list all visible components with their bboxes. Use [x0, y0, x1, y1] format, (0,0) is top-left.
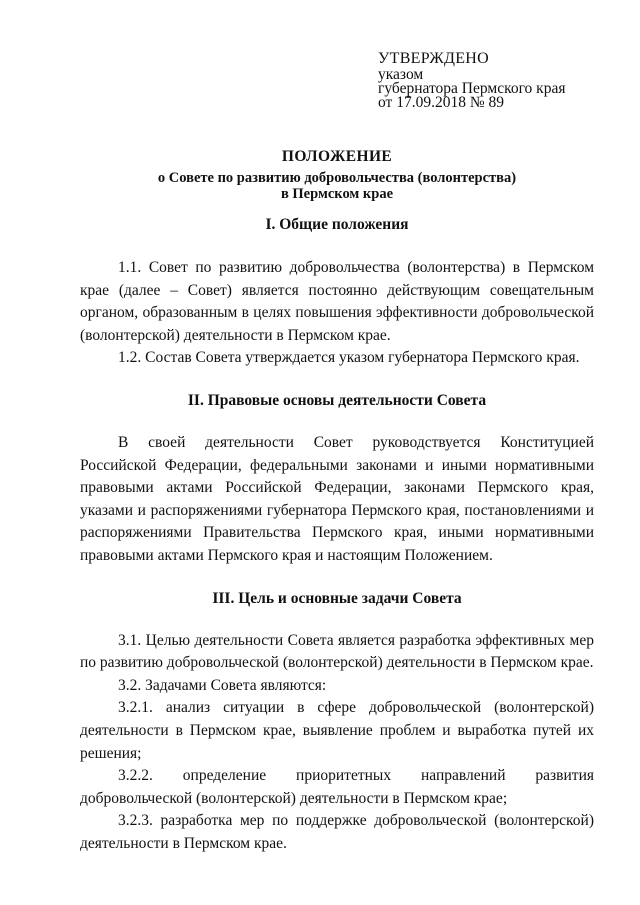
approval-line-2: губернатора Пермского края [378, 80, 566, 97]
paragraph-1-1: 1.1. Совет по развитию добровольчества (волонтерства) в Пермском крае (далее – Совет) является постоянно действующим совещательным органом, образованным в целях повышения эффективности добровольческой (волонтерской) деятельности в Пермском крае. [80, 259, 594, 344]
approval-heading: УТВЕРЖДЕНО [378, 50, 490, 67]
paragraph-3-2-1: 3.2.1. анализ ситуации в сфере добровольческой (волонтерской) деятельности в Пермском крае, выявление проблем и выработка путей их решения; [80, 699, 594, 762]
paragraph-2-1: В своей деятельности Совет руководствуется Конституцией Российской Федерации, федеральными законами и иными нормативными правовыми актами Российской Федерации, законами Пермского края, указами и распоряжениями губернатора Пермского края, постановлениями и распоряжениями Правительства Пермского края, иными нормативными правовыми актами Пермского края и настоящим Положением. [80, 433, 594, 564]
document-body [80, 214, 594, 855]
paragraph-3-1: 3.1. Целью деятельности Совета является разработка эффективных мер по развитию добровольческой (волонтерской) деятельности в Пермском крае. [80, 631, 594, 672]
approval-line-1: указом [378, 66, 424, 83]
paragraph-3-2-2: 3.2.2. определение приоритетных направлений развития добровольческой (волонтерской) деятельности в Пермском крае; [80, 767, 594, 807]
section-3-heading: III. Цель и основные задачи Совета [212, 589, 462, 607]
section-2-heading: II. Правовые основы деятельности Совета [187, 391, 487, 409]
document-title [80, 147, 594, 202]
approval-stamp [378, 50, 628, 110]
title-subtitle-2: в Пермском крае [280, 186, 394, 202]
title-main: ПОЛОЖЕНИЕ [281, 148, 393, 165]
approval-line-3: от 17.09.2018 № 89 [378, 94, 504, 111]
section-1-heading: I. Общие положения [265, 216, 409, 233]
paragraph-3-2: 3.2. Задачами Совета являются: [118, 676, 327, 694]
title-subtitle-1: о Совете по развитию добровольчества (волонтерства) [157, 170, 517, 186]
paragraph-1-2: 1.2. Состав Совета утверждается указом губернатора Пермского края. [118, 349, 580, 367]
paragraph-3-2-3: 3.2.3. разработка мер по поддержке добровольческой (волонтерской) деятельности в Пермском крае. [80, 812, 594, 852]
